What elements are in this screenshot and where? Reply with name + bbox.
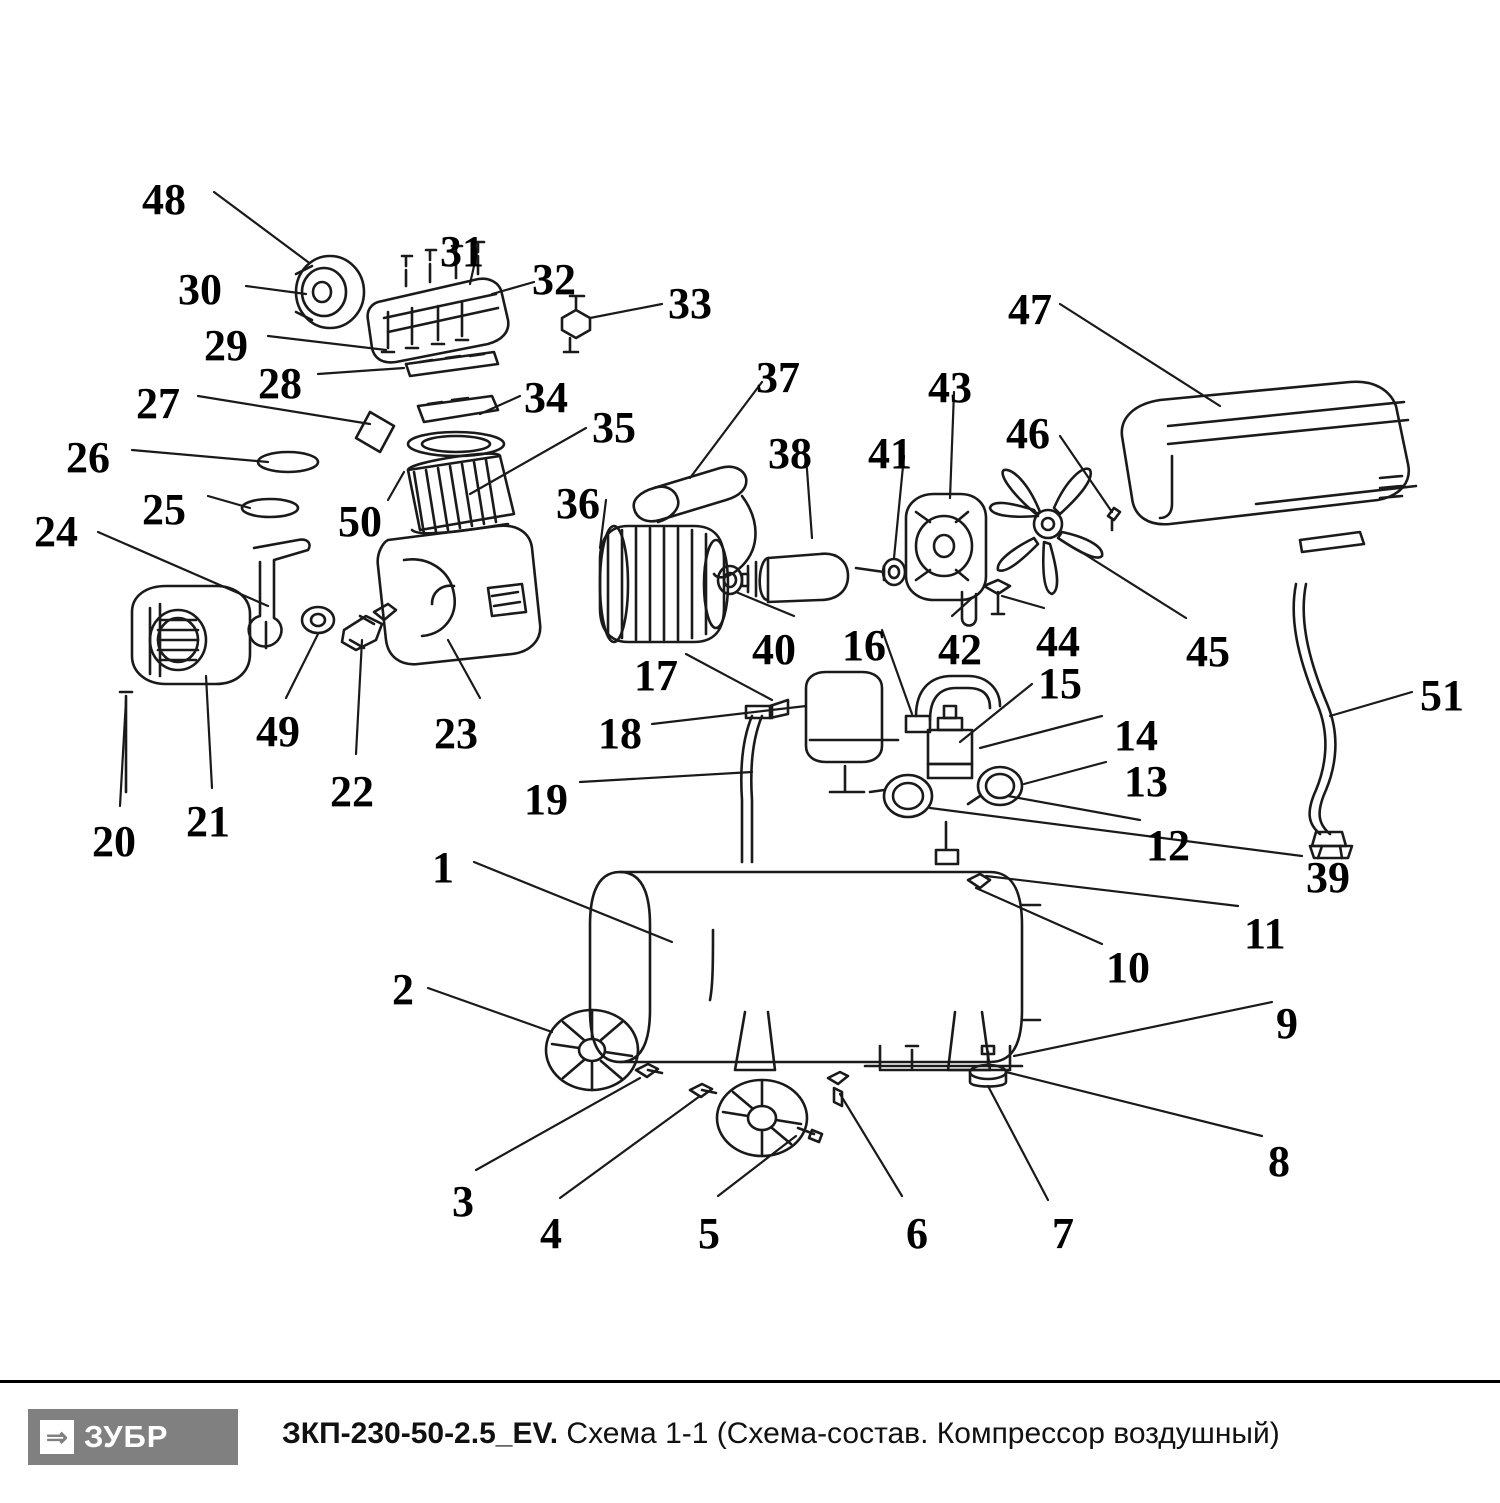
callout-49[interactable]: 49 xyxy=(256,707,300,756)
callout-21[interactable]: 21 xyxy=(186,797,230,846)
callout-24[interactable]: 24 xyxy=(34,507,78,556)
callout-32[interactable]: 32 xyxy=(532,255,576,304)
callout-26[interactable]: 26 xyxy=(66,433,110,482)
callout-51[interactable]: 51 xyxy=(1420,671,1464,720)
callout-20[interactable]: 20 xyxy=(92,817,136,866)
callout-40[interactable]: 40 xyxy=(752,625,796,674)
callout-39[interactable]: 39 xyxy=(1306,853,1350,902)
callout-37[interactable]: 37 xyxy=(756,353,800,402)
callout-38[interactable]: 38 xyxy=(768,429,812,478)
callout-33[interactable]: 33 xyxy=(668,279,712,328)
callout-8[interactable]: 8 xyxy=(1268,1137,1290,1186)
tank-group xyxy=(590,872,1040,1070)
callout-28[interactable]: 28 xyxy=(258,359,302,408)
schema-description: Схема 1-1 (Схема-состав. Компрессор воздушный) xyxy=(566,1417,1280,1450)
callout-41[interactable]: 41 xyxy=(868,429,912,478)
callout-43[interactable]: 43 xyxy=(928,363,972,412)
callout-46[interactable]: 46 xyxy=(1006,409,1050,458)
callout-15[interactable]: 15 xyxy=(1038,659,1082,708)
callout-4[interactable]: 4 xyxy=(540,1209,562,1258)
callout-42[interactable]: 42 xyxy=(938,625,982,674)
callout-36[interactable]: 36 xyxy=(556,479,600,528)
callout-1[interactable]: 1 xyxy=(432,843,454,892)
callout-2[interactable]: 2 xyxy=(392,965,414,1014)
callout-31[interactable]: 31 xyxy=(440,227,484,276)
callout-18[interactable]: 18 xyxy=(598,709,642,758)
brand-logo xyxy=(28,1409,238,1465)
callout-19[interactable]: 19 xyxy=(524,775,568,824)
footer-bar xyxy=(0,1380,1500,1503)
callout-6[interactable]: 6 xyxy=(906,1209,928,1258)
callout-34[interactable]: 34 xyxy=(524,373,568,422)
callout-23[interactable]: 23 xyxy=(434,709,478,758)
callout-13[interactable]: 13 xyxy=(1124,757,1168,806)
controls-group xyxy=(741,672,1022,888)
callout-27[interactable]: 27 xyxy=(136,379,180,428)
callout-3[interactable]: 3 xyxy=(452,1177,474,1226)
callout-12[interactable]: 12 xyxy=(1146,821,1190,870)
power-cord-group xyxy=(1294,584,1352,858)
footer-caption xyxy=(282,1417,1280,1451)
brand-name: ЗУБР xyxy=(84,1419,169,1454)
callout-10[interactable]: 10 xyxy=(1106,943,1150,992)
foot-group xyxy=(970,1046,1006,1087)
callout-16[interactable]: 16 xyxy=(842,621,886,670)
callout-50[interactable]: 50 xyxy=(338,497,382,546)
callout-45[interactable]: 45 xyxy=(1186,627,1230,676)
callout-44[interactable]: 44 xyxy=(1036,617,1080,666)
model-code: ЗКП-230-50-2.5_EV. xyxy=(282,1417,559,1450)
callout-5[interactable]: 5 xyxy=(698,1209,720,1258)
callout-35[interactable]: 35 xyxy=(592,403,636,452)
capacitor-group xyxy=(634,467,756,578)
callout-17[interactable]: 17 xyxy=(634,651,678,700)
leader-lines xyxy=(98,192,1412,1200)
callout-30[interactable]: 30 xyxy=(178,265,222,314)
brand-arrow-icon: ⇒ xyxy=(40,1420,74,1454)
callout-22[interactable]: 22 xyxy=(330,767,374,816)
callout-11[interactable]: 11 xyxy=(1244,909,1286,958)
callout-29[interactable]: 29 xyxy=(204,321,248,370)
wheels-group xyxy=(546,1010,822,1156)
callout-9[interactable]: 9 xyxy=(1276,999,1298,1048)
callout-25[interactable]: 25 xyxy=(142,485,186,534)
callout-47[interactable]: 47 xyxy=(1008,285,1052,334)
callout-14[interactable]: 14 xyxy=(1114,711,1158,760)
callout-7[interactable]: 7 xyxy=(1052,1209,1074,1258)
callout-48[interactable]: 48 xyxy=(142,175,186,224)
